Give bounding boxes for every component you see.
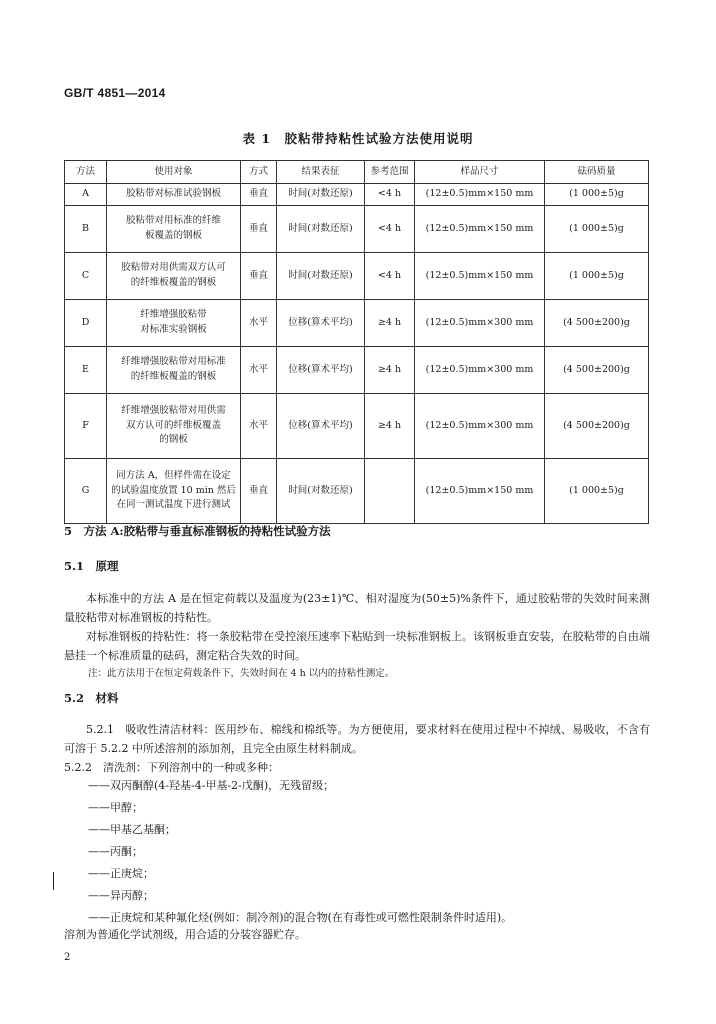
result-cell: 位移(算术平均) [277,300,365,347]
object-line: 纤维增强胶粘带对用标准 [121,356,226,368]
object-cell [107,394,241,459]
solvent-item: ——双丙酮醇(4-羟基-4-甲基-2-戊酮)，无残留级； [88,779,335,792]
section-5-2-heading: 5.2 材料 [64,691,119,705]
object-line: 的试验温度放置 10 min 然后 [111,484,236,496]
column-header: 方法 [65,161,107,184]
column-header: 方式 [241,161,277,184]
weight-cell: (1 000±5)g [545,253,649,300]
object-line: 胶粘带对用标准的纤维 [125,215,221,227]
table-row [65,347,649,394]
table-row [65,206,649,253]
method-cell: C [65,253,107,300]
page-number: 2 [64,952,71,963]
column-header: 使用对象 [107,161,241,184]
method-table [64,160,649,524]
range-cell [365,459,415,524]
range-cell: ≥4 h [365,394,415,459]
object-cell [107,253,241,300]
object-line: 同方法 A，但样件需在设定 [116,469,231,481]
method-cell: A [65,184,107,206]
object-line: 的钢板 [159,434,188,446]
weight-cell: (1 000±5)g [545,459,649,524]
range-cell: ≥4 h [365,347,415,394]
weight-cell: (4 500±200)g [545,394,649,459]
solvent-storage-note: 溶剂为普通化学试剂级，用合适的分装容器贮存。 [64,928,306,941]
column-header: 样品尺寸 [415,161,545,184]
table-row [65,300,649,347]
solvent-item: ——甲基乙基酮； [88,823,176,836]
weight-cell: (1 000±5)g [545,206,649,253]
method-cell: E [65,347,107,394]
size-cell: (12±0.5)mm×150 mm [415,184,545,206]
result-cell: 时间(对数还原) [277,206,365,253]
object-line: 的纤维板覆盖的钢板 [130,371,217,382]
mode-cell: 垂直 [241,184,277,206]
weight-cell: (4 500±200)g [545,347,649,394]
range-cell: ≥4 h [365,300,415,347]
object-line: 板覆盖的钢板 [144,230,202,241]
weight-cell: (1 000±5)g [545,184,649,206]
solvent-item: ——异丙醇； [88,889,154,902]
object-line: 纤维增强胶粘带对用供需 [121,404,226,416]
column-header: 参考范围 [365,161,415,184]
range-cell: <4 h [365,184,415,206]
table-row [65,394,649,459]
result-cell: 时间(对数还原) [277,184,365,206]
table-header-row [65,161,649,184]
solvent-item: ——正庚烷和某种氟化烃(例如：制冷剂)的混合物(在有毒性或可燃性限制条件时适用)。 [88,911,513,924]
table-row [65,184,649,206]
object-cell [107,347,241,394]
object-line: 纤维增强胶粘带 [140,309,207,321]
object-cell [107,206,241,253]
weight-cell: (4 500±200)g [545,300,649,347]
method-cell: D [65,300,107,347]
clause-5-2-1: 5.2.1 吸收性清洁材料：医用纱布、棉线和棉纸等。为方便使用，要求材料在使用过程中不掉绒、易吸收，不含有可溶于 5.2.2 中所述溶剂的添加剂，且完全由原生材料制成。 [64,723,650,755]
object-line: 双方认可的纤维板覆盖 [125,419,221,431]
size-cell: (12±0.5)mm×300 mm [415,394,545,459]
result-cell: 位移(算术平均) [277,347,365,394]
size-cell: (12±0.5)mm×300 mm [415,347,545,394]
object-line: 胶粘带对用供需双方认可 [121,262,226,274]
standard-code: GB/T 4851—2014 [64,86,166,100]
section-5-heading: 5 方法 A:胶粘带与垂直标准钢板的持粘性试验方法 [64,524,331,538]
mode-cell: 垂直 [241,253,277,300]
mode-cell: 水平 [241,300,277,347]
mode-cell: 水平 [241,347,277,394]
method-cell: B [65,206,107,253]
section-5-1-heading: 5.1 原理 [64,559,119,573]
method-cell: G [65,459,107,524]
object-line: 在同一测试温度下进行测试 [116,499,231,511]
table-row [65,459,649,524]
mode-cell: 垂直 [241,459,277,524]
mode-cell: 垂直 [241,206,277,253]
object-line: 的纤维板覆盖的钢板 [130,277,217,288]
mode-cell: 水平 [241,394,277,459]
principle-paragraph-2: 对标准钢板的持粘性：将一条胶粘带在受控滚压速率下粘贴到一块标准钢板上。该钢板垂直安装，在胶粘带的自由端悬挂一个标准质量的砝码，测定粘合失效的时间。 [64,630,650,662]
table-row [65,253,649,300]
range-cell: <4 h [365,253,415,300]
clause-5-2-2-intro: 5.2.2 清洗剂：下列溶剂中的一种或多种： [64,761,279,774]
solvent-item: ——正庚烷； [88,867,154,880]
object-cell [107,459,241,524]
range-cell: <4 h [365,206,415,253]
result-cell: 时间(对数还原) [277,459,365,524]
method-cell: F [65,394,107,459]
principle-paragraph-1: 本标准中的方法 A 是在恒定荷载以及温度为(23±1)℃、相对湿度为(50±5)%条件下，通过胶粘带的失效时间来测量胶粘带对标准钢板的持粘性。 [64,592,650,624]
size-cell: (12±0.5)mm×150 mm [415,459,545,524]
column-header: 结果表征 [277,161,365,184]
object-cell [107,184,241,206]
object-line: 对标准实验钢板 [140,324,207,335]
size-cell: (12±0.5)mm×150 mm [415,206,545,253]
size-cell: (12±0.5)mm×150 mm [415,253,545,300]
object-line: 胶粘带对标准试验钢板 [125,188,221,200]
result-cell: 位移(算术平均) [277,394,365,459]
column-header: 砝码质量 [545,161,649,184]
principle-note: 注：此方法用于在恒定荷载条件下，失效时间在 4 h 以内的持粘性测定。 [88,668,395,679]
table-title: 表 1 胶粘带持粘性试验方法使用说明 [242,131,474,146]
object-cell [107,300,241,347]
result-cell: 时间(对数还原) [277,253,365,300]
solvent-item: ——丙酮； [88,845,143,858]
revision-bar [53,872,54,890]
solvent-item: ——甲醇； [88,801,143,814]
size-cell: (12±0.5)mm×300 mm [415,300,545,347]
